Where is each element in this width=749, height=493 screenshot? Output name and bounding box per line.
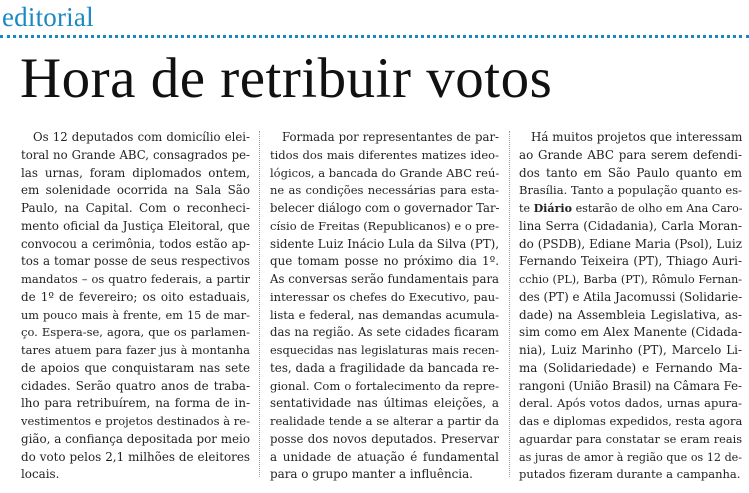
text-line: do (PSDB), Ediane Maria (Psol), Luiz	[519, 236, 742, 251]
text-line: rangoni (União Brasil) na Câmara Fe-	[519, 378, 742, 393]
text-line: dos tanto em São Paulo quanto em	[519, 165, 742, 180]
column-divider	[509, 131, 510, 477]
article-column-3	[519, 129, 742, 484]
text-line: de apoios que conquistaram nas sete	[21, 360, 250, 375]
text-line: locais.	[21, 467, 60, 482]
text-line: a unidade de atuação é fundamental	[270, 449, 499, 464]
text-line: tes, dada a fragilidade da bancada re-	[270, 360, 499, 375]
text-line: ço. Espera-se, agora, que os parlamen-	[21, 325, 250, 340]
text-line: ao Grande ABC para serem defendi-	[519, 147, 742, 162]
text-line: cidades. Serão quatro anos de traba-	[21, 378, 250, 393]
text-line: putados fizeram durante a campanha.	[519, 467, 741, 482]
text-line: mento oficial da Justiça Eleitoral, que	[21, 218, 250, 233]
text-line: lho para retribuírem, na forma de in-	[21, 396, 250, 411]
text-line: aguardar para constatar se eram reais	[519, 432, 742, 446]
text-line: esquecidas nas legislaturas mais recen-	[270, 344, 499, 357]
article-headline: Hora de retribuir votos	[20, 47, 553, 110]
text-line: que tomam posse no próximo dia 1º.	[270, 254, 499, 269]
text-line: tos a tomar posse de seus respectivos	[21, 254, 250, 269]
text-line: lógicos, a bancada do Grande ABC reú-	[270, 165, 500, 180]
text-line: as juras de amor à região que os 12 de-	[519, 450, 742, 464]
text-line: do voto pelos 2,1 milhões de eleitores	[21, 449, 250, 464]
text-line: des (PT) e Atila Jacomussi (Solidarie-	[519, 289, 743, 304]
text-line: tares atuem para fazer jus à montanha	[21, 343, 250, 357]
article-column-1	[21, 129, 250, 484]
text-line: interessar os chefes do Executivo, pau-	[270, 289, 499, 304]
text-line: vestimentos e projetos destinados à re-	[21, 414, 250, 428]
text-line: para o grupo manter a influência.	[270, 467, 473, 482]
text-line: lista e federal, nas demandas acumula-	[270, 307, 499, 322]
text-line: ne as condições necessárias para esta-	[270, 183, 499, 198]
text-line: Paulo, na Capital. Com o reconheci-	[21, 201, 250, 215]
section-divider	[0, 35, 749, 38]
text-line: dade) na Assembleia Legislativa, as-	[519, 307, 742, 322]
text-line: Brasília. Tanto a população quanto es-	[519, 183, 742, 198]
text-line: mandatos – os quatro federais, a partir	[21, 272, 250, 286]
text-line: toral no Grande ABC, consagrados pe-	[21, 147, 250, 162]
text-line: belecer diálogo com o governador Tar-	[270, 201, 500, 215]
text-line: Há muitos projetos que interessam	[531, 130, 743, 144]
text-line: Os 12 deputados com domicílio elei-	[33, 130, 250, 144]
text-line: deral. Após votos dados, urnas apura-	[519, 396, 742, 411]
text-line: em solenidade ocorrida na Sala São	[21, 183, 250, 198]
text-line: nia), Luiz Marinho (PT), Marcelo Li-	[519, 343, 742, 357]
text-line: cchio (PL), Barba (PT), Rômulo Fernan-	[519, 273, 742, 286]
text-line: As conversas serão fundamentais para	[270, 272, 499, 286]
text-line: gional. Com o fortalecimento da repre-	[270, 378, 499, 393]
text-line: das na região. As sete cidades ficaram	[270, 325, 499, 340]
text-line: císio de Freitas (Republicanos) e o pre-	[270, 218, 499, 233]
newspaper-name: Diário	[533, 202, 573, 215]
text-line: gião, a confiança depositada por meio	[21, 431, 250, 446]
text-line: las urnas, foram diplomados ontem,	[21, 165, 250, 180]
text-line: um pouco mais à frente, em 15 de mar-	[21, 308, 250, 322]
text-line: de 1º de fevereiro; os oito estaduais,	[21, 289, 250, 304]
text-line: convocou a cerimônia, todos estão ap-	[21, 236, 250, 251]
text-line: te Diário estarão de olho em Ana Caro-	[519, 202, 743, 215]
text-line: das e diplomas expedidos, resta agora	[519, 414, 743, 428]
text-line: realidade tende a se alterar a partir da	[270, 414, 499, 428]
section-label: editorial	[2, 2, 94, 32]
article-column-2	[270, 129, 499, 484]
text-line: posse dos novos deputados. Preservar	[270, 431, 499, 446]
text-line: tidos dos mais diferentes matizes ideo-	[270, 147, 499, 162]
text-line: Formada por representantes de par-	[282, 130, 499, 144]
text-line: ma (Solidariedade) e Fernando Ma-	[519, 360, 742, 375]
text-line: Fernando Teixeira (PT), Thiago Auri-	[519, 254, 742, 269]
column-divider	[259, 131, 260, 477]
text-line: sentatividade nas últimas eleições, a	[270, 396, 499, 411]
text-line: lina Serra (Cidadania), Carla Moran-	[519, 218, 742, 233]
text-line: sim como em Alex Manente (Cidada-	[519, 325, 742, 340]
text-line: sidente Luiz Inácio Lula da Silva (PT),	[270, 236, 500, 251]
